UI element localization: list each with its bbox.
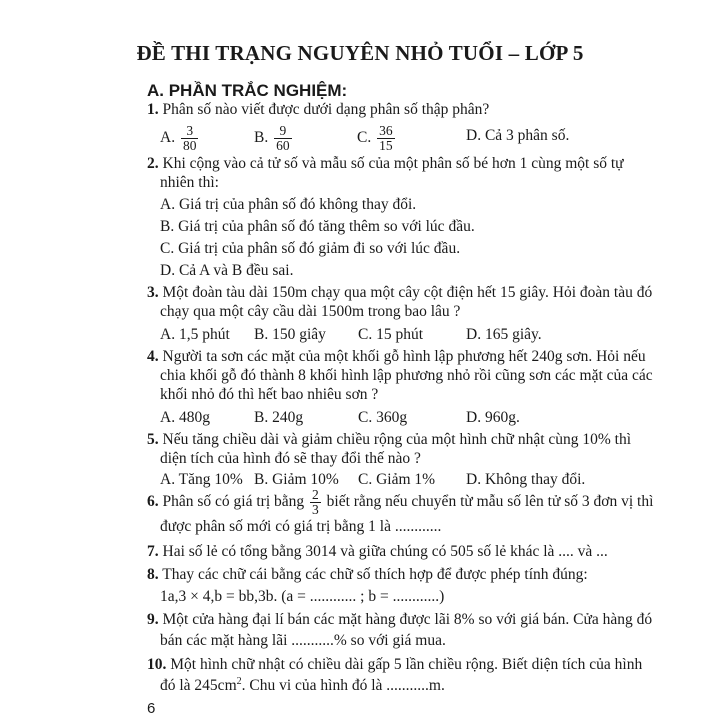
question-number: 3. <box>147 284 159 301</box>
q1-option-a <box>160 124 200 153</box>
option-label: C. <box>357 129 372 147</box>
question-text-line: bán các mặt hàng lãi ...........% so với giá mua. <box>160 632 446 649</box>
question-text-line: được phân số mới có giá trị bằng 1 là ............ <box>160 518 442 535</box>
fraction: $\frac{3}{80}$ <box>182 123 197 154</box>
question-4 <box>147 347 646 366</box>
q3-option-c: C. 15 phút <box>358 326 424 343</box>
q2-option-c: C. Giá trị của phân số đó giảm đi so với lúc đầu. <box>160 240 461 257</box>
q1-option-c <box>357 124 397 153</box>
question-number: 10. <box>147 656 167 673</box>
question-text: Hai số lẻ có tổng bằng 3014 và giữa chúng có 505 số lẻ khác là .... và ... <box>158 543 608 560</box>
q2-option-d: D. Cả A và B đều sai. <box>160 262 294 279</box>
question-text: Nếu tăng chiều dài và giảm chiều rộng của một hình chữ nhật cùng 10% thì <box>158 431 632 448</box>
question-text: Một cửa hàng đại lí bán các mặt hàng được lãi 8% so với giá bán. Cửa hàng đó <box>158 611 653 628</box>
question-number: 8. <box>147 566 159 583</box>
q4-option-a: A. 480g <box>160 409 210 426</box>
question-text-line: đó là $245cm^2$. Chu vi của hình đó là ...........m. <box>160 676 445 695</box>
question-3 <box>147 283 652 302</box>
q3-option-b: B. 150 giây <box>254 326 326 343</box>
question-6 <box>147 488 653 517</box>
question-text: Phân số có giá trị bằng <box>158 493 305 511</box>
question-8 <box>147 565 588 584</box>
question-number: 9. <box>147 611 159 628</box>
question-number: 5. <box>147 431 159 448</box>
q5-option-a: A. Tăng 10% <box>160 471 243 488</box>
question-text: biết rằng nếu chuyển từ mẫu số lên tử số 3 đơn vị thì <box>326 493 654 511</box>
question-text: Khi cộng vào cả tử số và mẫu số của một phân số bé hơn 1 cùng một số tự <box>158 155 624 172</box>
question-10 <box>147 655 642 674</box>
question-number: 6. <box>147 493 159 511</box>
option-label: B. <box>254 129 269 147</box>
question-5 <box>147 430 631 449</box>
q3-option-a: A. 1,5 phút <box>160 326 230 343</box>
q2-option-a: A. Giá trị của phân số đó không thay đổi. <box>160 196 417 213</box>
question-text-line: diện tích của hình đó sẽ thay đổi thế nào ? <box>160 450 421 467</box>
q1-option-d: D. Cả 3 phân số. <box>466 127 570 144</box>
q4-option-d: D. 960g. <box>466 409 520 426</box>
question-text-line: nhiên thì: <box>160 174 219 191</box>
question-text: Thay các chữ cái bằng các chữ số thích hợp để được phép tính đúng: <box>158 566 588 583</box>
question-number: 2. <box>147 155 159 172</box>
q4-option-b: B. 240g <box>254 409 304 426</box>
fraction: $\frac{36}{15}$ <box>379 123 393 154</box>
question-text: Người ta sơn các mặt của một khối gỗ hình lập phương hết 240g sơn. Hỏi nếu <box>158 348 646 365</box>
question-number: 1. <box>147 101 159 118</box>
page-title: ĐỀ THI TRẠNG NGUYÊN NHỎ TUỔI – LỚP 5 <box>136 41 584 65</box>
question-7 <box>147 542 608 561</box>
q5-option-b: B. Giảm 10% <box>254 471 339 488</box>
question-number: 7. <box>147 543 159 560</box>
question-text: Một hình chữ nhật có chiều dài gấp 5 lần chiều rộng. Biết diện tích của hình <box>166 656 643 673</box>
q5-option-c: C. Giảm 1% <box>358 471 436 488</box>
page-number: 6 <box>147 700 156 717</box>
question-1 <box>147 100 489 119</box>
q2-option-b: B. Giá trị của phân số đó tăng thêm so với lúc đầu. <box>160 218 475 235</box>
question-text-line: chia khối gỗ đó thành 8 khối hình lập phương nhỏ rồi cũng sơn các mặt của các <box>160 367 653 384</box>
fraction: $\frac{2}{3}$ <box>312 487 319 518</box>
question-2 <box>147 154 624 173</box>
question-text: Phân số nào viết được dưới dạng phân số thập phân? <box>158 101 490 118</box>
question-9 <box>147 610 652 629</box>
question-text-line: khối nhỏ đó thì hết bao nhiêu sơn ? <box>160 386 379 403</box>
q1-option-b <box>254 124 294 153</box>
question-number: 4. <box>147 348 159 365</box>
question-text-line: chạy qua một cây cầu dài 1500m trong bao lâu ? <box>160 303 461 320</box>
q5-option-d: D. Không thay đổi. <box>466 471 586 488</box>
question-text-line: 1a,3 × 4,b = bb,3b. (a = ............ ; b = ............) <box>160 588 445 605</box>
fraction: $\frac{9}{60}$ <box>276 123 290 154</box>
question-text: Một đoàn tàu dài 150m chạy qua một cây cột điện hết 15 giây. Hỏi đoàn tàu đó <box>158 284 653 301</box>
q4-option-c: C. 360g <box>358 409 408 426</box>
q3-option-d: D. 165 giây. <box>466 326 542 343</box>
option-label: A. <box>160 129 176 147</box>
section-heading: A. PHẦN TRẮC NGHIỆM: <box>147 81 348 100</box>
